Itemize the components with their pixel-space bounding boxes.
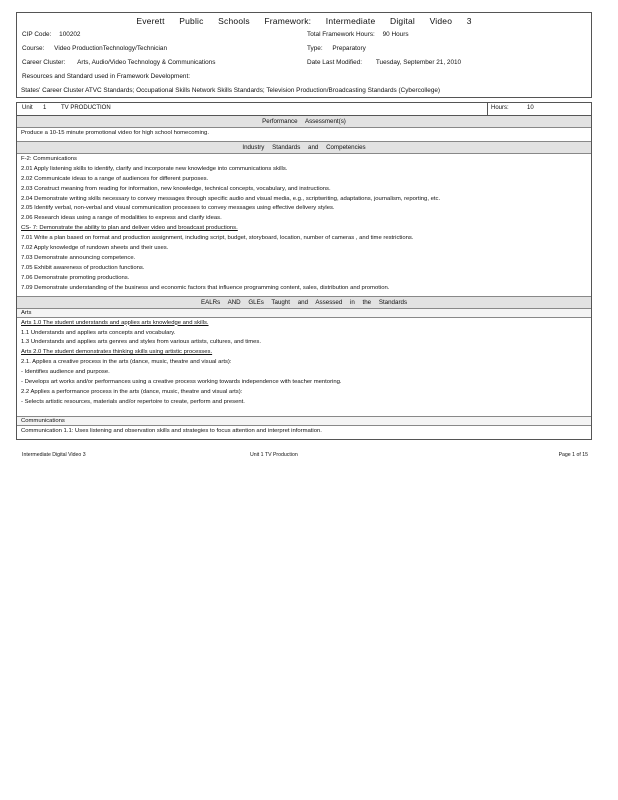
arts-subheading: Arts bbox=[17, 309, 591, 318]
course-label: Course: bbox=[22, 45, 45, 52]
arts-standard-line: - Identifies audience and purpose. bbox=[21, 369, 110, 376]
communications-standard-line: Communication 1.1: Uses listening and observation skills and strategies to focus attention and interpret information. bbox=[21, 427, 322, 434]
resources-label: Resources and Standard used in Framework Development: bbox=[22, 73, 191, 80]
arts-standard-line: 1.1 Understands and applies arts concepts and vocabulary. bbox=[21, 329, 176, 336]
communications-standards-list bbox=[17, 426, 591, 439]
performance-assessment-heading: Performance Assessment(s) bbox=[17, 116, 591, 128]
industry-standard-line: 7.01 Write a plan based on format and production assignment, including script, budget, storyboard, location, number of cameras , and time restrictions. bbox=[21, 235, 414, 242]
course-metadata bbox=[17, 28, 591, 86]
industry-standard-line: 7.05 Exhibit awareness of production functions. bbox=[21, 264, 145, 271]
arts-standard-line: 1.3 Understands and applies arts genres and styles from various artists, cultures, and times. bbox=[21, 339, 261, 346]
industry-standard-line: 7.06 Demonstrate promoting productions. bbox=[21, 274, 130, 281]
performance-assessment-line: Produce a 10-15 minute promotional video for high school homecoming. bbox=[21, 130, 209, 136]
framework-page bbox=[16, 12, 592, 440]
unit-hours-value: 10 bbox=[527, 105, 534, 111]
industry-standard-line: 2.01 Apply listening skills to identify, clarify and incorporate new knowledge into communications skills. bbox=[21, 165, 288, 172]
unit-hours-label: Hours: bbox=[491, 105, 509, 111]
footer-unit: Unit 1 TV Production bbox=[250, 452, 298, 458]
industry-standard-line: 2.05 Identify verbal, non-verbal and visual communication processes to convey messages using effective delivery styles. bbox=[21, 205, 335, 212]
unit-name: TV PRODUCTION bbox=[61, 105, 111, 111]
industry-standard-line: CS- 7: Demonstrate the ability to plan and deliver video and broadcast productions. bbox=[21, 225, 238, 232]
industry-standard-line: 7.03 Demonstrate announcing competence. bbox=[21, 254, 136, 261]
industry-standards-list bbox=[17, 154, 591, 296]
cip-label: CIP Code: bbox=[22, 31, 52, 38]
resources-value: States' Career Cluster ATVC Standards; Occupational Skills Network Skills Standards; Television Production/Broadcasting Standards (Cybercollege) bbox=[21, 87, 441, 94]
unit-section bbox=[16, 102, 592, 440]
date-modified-value: Tuesday, September 21, 2010 bbox=[375, 59, 462, 66]
unit-number: 1 bbox=[43, 105, 47, 111]
footer-course: Intermediate Digital Video 3 bbox=[22, 452, 86, 458]
unit-bar bbox=[17, 103, 591, 116]
industry-standards-heading: Industry Standards and Competencies bbox=[17, 141, 591, 154]
date-modified-label: Date Last Modified: bbox=[307, 59, 363, 66]
industry-standard-line: F-2: Communications bbox=[21, 155, 77, 162]
industry-standard-line: 2.06 Research ideas using a range of modalities to express and clarify ideas. bbox=[21, 215, 222, 222]
ealrs-heading: EALRs AND GLEs Taught and Assessed in the Standards bbox=[17, 296, 591, 309]
arts-standard-line: 2.2 Applies a performance process in the arts (dance, music, theatre and visual arts): bbox=[21, 388, 243, 395]
industry-standard-line: 2.02 Communicate ideas to a range of audiences for different purposes. bbox=[21, 175, 209, 182]
total-hours-value: 90 Hours bbox=[382, 31, 409, 38]
unit-label: Unit bbox=[22, 105, 33, 111]
course-value: Video ProductionTechnology/Technician bbox=[54, 45, 168, 52]
performance-assessment-text bbox=[17, 128, 591, 141]
industry-standard-line: 2.04 Demonstrate writing skills necessary to convey messages through specific audio and visual media, e.g., scriptwriting, adaptations, journalism, reporting, etc. bbox=[21, 195, 441, 202]
industry-standard-line: 7.09 Demonstrate understanding of the business and economic factors that influence programming content, sales, distribution and promotion. bbox=[21, 284, 390, 291]
career-cluster-value: Arts, Audio/Video Technology & Communications bbox=[77, 59, 216, 66]
career-cluster-label: Career Cluster: bbox=[22, 59, 66, 66]
total-hours-label: Total Framework Hours: bbox=[307, 31, 375, 38]
type-value: Preparatory bbox=[332, 45, 366, 52]
cip-value: 100202 bbox=[59, 31, 81, 38]
communications-subheading: Communications bbox=[17, 416, 591, 426]
arts-standard-line: Arts 2.0 The student demonstrates thinking skills using artistic processes. bbox=[21, 349, 213, 356]
page-title: Everett Public Schools Framework: Intermediate Digital Video 3 bbox=[136, 16, 472, 26]
arts-standard-line: Arts 1.0 The student understands and applies arts knowledge and skills. bbox=[21, 319, 209, 326]
arts-standard-line: - Selects artistic resources, materials and/or repertoire to create, perform and present. bbox=[21, 398, 245, 405]
arts-standards-list bbox=[17, 318, 591, 410]
framework-header-box bbox=[16, 12, 592, 98]
footer-page-number: Page 1 of 15 bbox=[558, 452, 588, 458]
type-label: Type: bbox=[307, 45, 323, 52]
industry-standard-line: 2.03 Construct meaning from reading for information, new knowledge, technical concepts, vocabulary, and instructions. bbox=[21, 185, 331, 192]
arts-standard-line: - Develops art works and/or performances using a creative process working towards independence with teacher mentoring. bbox=[21, 379, 342, 386]
industry-standard-line: 7.02 Apply knowledge of rundown sheets and their uses. bbox=[21, 245, 169, 252]
arts-standard-line: 2.1. Applies a creative process in the arts (dance, music, theatre and visual arts): bbox=[21, 359, 232, 366]
